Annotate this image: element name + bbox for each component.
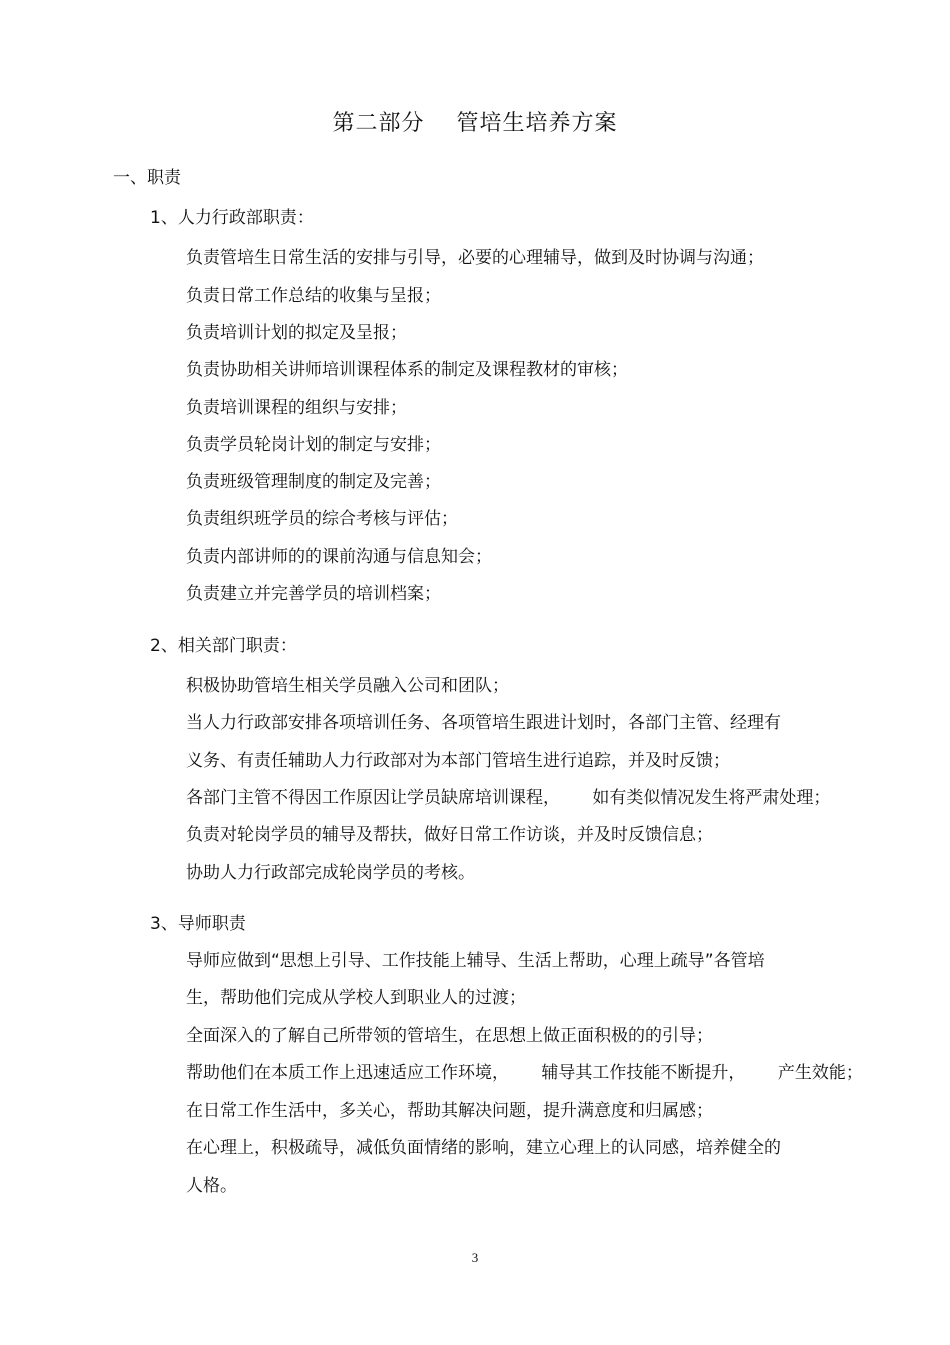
list-item: 负责日常工作总结的收集与呈报；: [186, 286, 441, 306]
subsection-heading-hr: 1、人力行政部职责：: [150, 208, 314, 228]
list-item: 帮助他们在本质工作上迅速适应工作环境， 辅导其工作技能不断提升， 产生效能；: [186, 1063, 863, 1083]
section-heading: 一、职责: [113, 168, 181, 188]
subsection-heading-mentor: 3、导师职责: [150, 914, 246, 934]
list-item: 各部门主管不得因工作原因让学员缺席培训课程， 如有类似情况发生将严肃处理；: [186, 788, 831, 808]
list-item: 在日常工作生活中，多关心，帮助其解决问题，提升满意度和归属感；: [186, 1101, 713, 1121]
page-title: 第二部分 管培生培养方案: [332, 111, 618, 136]
list-item: 负责管培生日常生活的安排与引导，必要的心理辅导，做到及时协调与沟通；: [186, 248, 764, 268]
list-item: 负责内部讲师的的课前沟通与信息知会；: [186, 547, 492, 567]
list-item: 负责协助相关讲师培训课程体系的制定及课程教材的审核；: [186, 360, 628, 380]
list-item: 在心理上，积极疏导，减低负面情绪的影响，建立心理上的认同感，培养健全的: [186, 1138, 781, 1158]
list-item: 导师应做到“思想上引导、工作技能上辅导、生活上帮助，心理上疏导”各管培: [186, 951, 765, 971]
list-item: 当人力行政部安排各项培训任务、各项管培生跟进计划时，各部门主管、经理有: [186, 713, 781, 733]
list-item: 负责班级管理制度的制定及完善；: [186, 472, 441, 492]
list-item: 协助人力行政部完成轮岗学员的考核。: [186, 863, 475, 883]
list-item: 负责学员轮岗计划的制定与安排；: [186, 435, 441, 455]
list-item: 生，帮助他们完成从学校人到职业人的过渡；: [186, 988, 526, 1008]
page-number: 3: [471, 1250, 479, 1265]
list-item: 义务、有责任辅助人力行政部对为本部门管培生进行追踪，并及时反馈；: [186, 751, 730, 771]
list-item: 人格。: [186, 1176, 237, 1196]
list-item: 负责培训计划的拟定及呈报；: [186, 323, 407, 343]
list-item: 积极协助管培生相关学员融入公司和团队；: [186, 676, 509, 696]
list-item: 负责组织班学员的综合考核与评估；: [186, 509, 458, 529]
list-item: 负责培训课程的组织与安排；: [186, 398, 407, 418]
list-item: 负责建立并完善学员的培训档案；: [186, 584, 441, 604]
list-item: 全面深入的了解自己所带领的管培生，在思想上做正面积极的的引导；: [186, 1026, 713, 1046]
list-item: 负责对轮岗学员的辅导及帮扶，做好日常工作访谈，并及时反馈信息；: [186, 825, 713, 845]
subsection-heading-departments: 2、相关部门职责：: [150, 636, 297, 656]
